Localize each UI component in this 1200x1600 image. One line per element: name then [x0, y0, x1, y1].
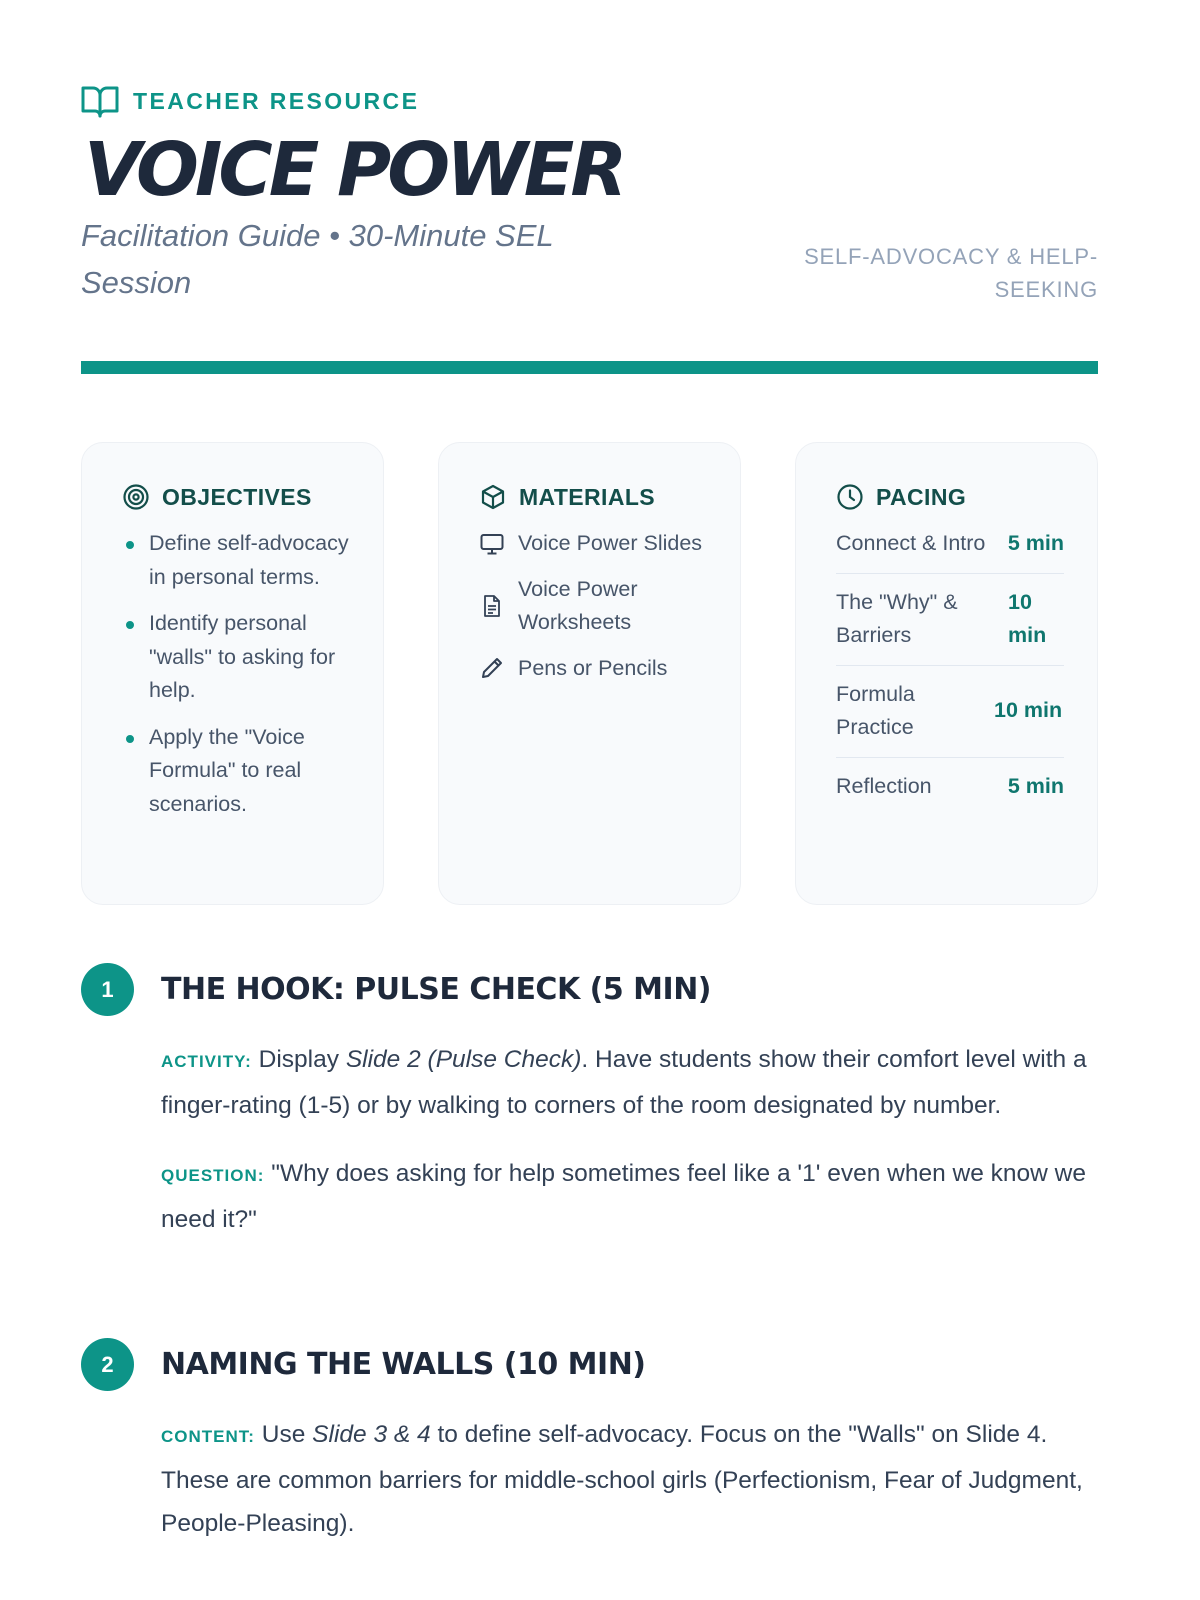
activity-text-end: . Have students show their comfort level with a finger-rating (1-5) or by walking to corners of the room designated by number. — [161, 1046, 1087, 1119]
list-item: Apply the "Voice Formula" to real scenarios. — [122, 721, 353, 822]
section-header — [81, 1338, 1098, 1391]
list-item: Identify personal "walls" to asking for help. — [122, 607, 353, 708]
step-number-badge: 2 — [81, 1338, 134, 1391]
materials-header — [479, 483, 710, 511]
activity-text-start: Display — [258, 1046, 340, 1073]
question-label: QUESTION: — [161, 1166, 265, 1185]
pacing-row — [836, 758, 1064, 816]
activity-label: ACTIVITY: — [161, 1052, 252, 1071]
page-subtitle: Facilitation Guide • 30-Minute SEL Session — [81, 218, 554, 300]
materials-card — [438, 442, 741, 905]
slide-reference: Slide 3 & 4 — [312, 1421, 431, 1448]
monitor-icon — [479, 531, 505, 557]
content-label: CONTENT: — [161, 1427, 255, 1446]
pacing-header — [836, 483, 1067, 511]
section-header — [81, 963, 1098, 1016]
topic-tag: SELF-ADVOCACY & HELP-SEEKING — [804, 244, 1098, 302]
clock-icon — [836, 483, 864, 511]
target-icon — [122, 483, 150, 511]
eyebrow-label: TEACHER RESOURCE — [133, 87, 420, 114]
pacing-duration: 5 min — [1007, 773, 1064, 798]
pencil-icon — [479, 655, 505, 681]
content-text-start: Use — [261, 1421, 306, 1448]
list-item — [479, 573, 710, 640]
content-paragraph — [161, 1413, 1098, 1546]
activity-paragraph — [161, 1038, 1098, 1127]
pacing-card — [795, 442, 1098, 905]
question-paragraph — [161, 1152, 1098, 1241]
pacing-phase: Formula Practice — [836, 681, 915, 739]
pacing-row — [836, 666, 1064, 758]
list-item — [479, 527, 710, 561]
section-hook — [81, 963, 1098, 1241]
overview-cards — [81, 442, 1098, 905]
material-label: Voice Power Worksheets — [518, 576, 638, 634]
list-item: Define self-advocacy in personal terms. — [122, 527, 353, 594]
material-label: Voice Power Slides — [518, 531, 703, 555]
header-divider — [81, 361, 1098, 374]
open-book-icon — [81, 84, 119, 118]
package-icon — [479, 483, 507, 511]
pacing-title: PACING — [876, 483, 967, 510]
objectives-header — [122, 483, 353, 511]
document-icon — [479, 593, 505, 619]
objectives-card — [81, 442, 384, 905]
objectives-list — [122, 527, 353, 821]
list-item — [479, 652, 710, 686]
slide-reference: Slide 2 (Pulse Check) — [345, 1046, 582, 1073]
pacing-phase: Reflection — [836, 773, 932, 798]
step-number-badge: 1 — [81, 963, 134, 1016]
section-title: THE HOOK: PULSE CHECK (5 MIN) — [161, 972, 712, 1007]
materials-list — [479, 527, 710, 685]
pacing-duration: 10 min — [994, 698, 1063, 723]
pacing-row — [836, 527, 1064, 574]
pacing-phase: Connect & Intro — [836, 531, 986, 555]
pacing-phase: The "Why" & Barriers — [836, 589, 958, 647]
page-title: VOICE POWER — [84, 127, 624, 213]
pacing-duration: 10 min — [1008, 589, 1047, 647]
pacing-table — [836, 527, 1067, 815]
pacing-duration: 5 min — [1007, 531, 1064, 555]
material-label: Pens or Pencils — [518, 655, 668, 680]
section-title: NAMING THE WALLS (10 MIN) — [161, 1347, 646, 1382]
question-text: "Why does asking for help sometimes feel like a '1' even when we know we need it?" — [161, 1160, 1086, 1233]
materials-title: MATERIALS — [519, 483, 656, 510]
pacing-row — [836, 574, 1064, 666]
objectives-title: OBJECTIVES — [162, 483, 312, 510]
content-text-end: to define self-advocacy. Focus on the "Walls" on Slide 4. These are common barriers for middle-school girls (Perfectionism, Fear of Judgment, People-Pleasing). — [161, 1421, 1083, 1537]
section-walls — [81, 1338, 1098, 1546]
eyebrow — [81, 84, 419, 118]
